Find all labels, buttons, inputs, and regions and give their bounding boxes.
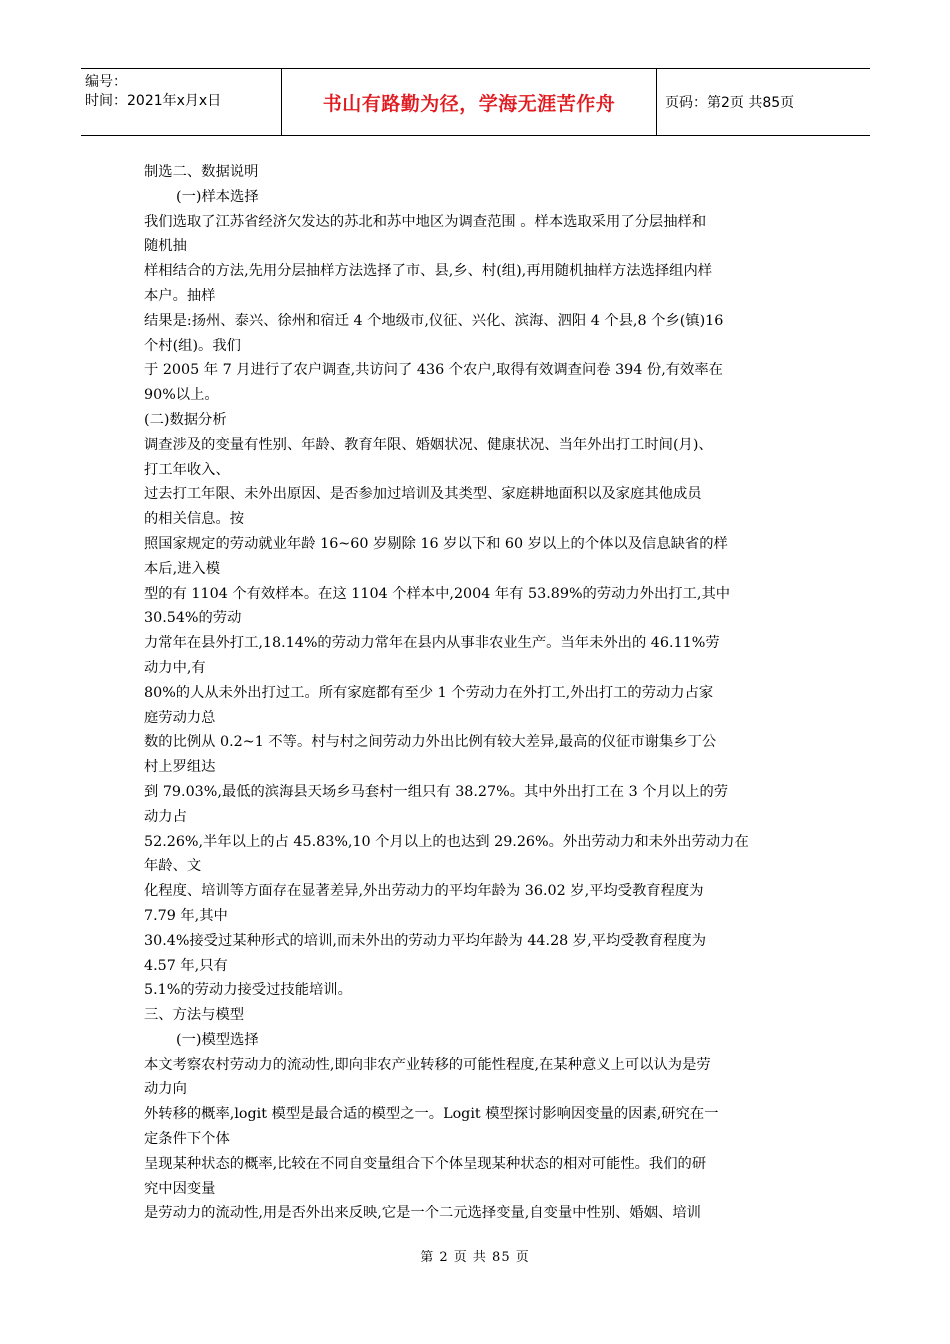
text-line: 庭劳动力总 [144,709,216,726]
text-line: 我们选取了江苏省经济欠发达的苏北和苏中地区为调查范围 。样本选取采用了分层抽样和 [144,213,707,230]
text-line: 结果是:扬州、泰兴、徐州和宿迁 4 个地级市,仪征、兴化、滨海、泗阳 4 个县,8 个乡(镇)16 [144,312,724,329]
page-header [81,68,870,136]
subsection-heading: (一)模型选择 [176,1031,259,1048]
text-line: 过去打工年限、未外出原因、是否参加过培训及其类型、家庭耕地面积以及家庭其他成员 [144,486,702,503]
text-line: 外转移的概率,logit 模型是最合适的模型之一。Logit 模型探讨影响因变量的因素,研究在一 [144,1106,719,1123]
text-line: 个村(组)。我们 [144,337,241,354]
header-meta [81,69,281,135]
text-line: 样相结合的方法,先用分层抽样方法选择了市、县,乡、村(组),再用随机抽样方法选择组内样 [144,263,713,280]
text-line: 是劳动力的流动性,用是否外出来反映,它是一个二元选择变量,自变量中性别、婚姻、培训 [144,1205,701,1222]
text-line: 随机抽 [144,238,187,255]
text-line: 80%的人从未外出打过工。所有家庭都有至少 1 个劳动力在外打工,外出打工的劳动力占家 [144,684,714,701]
text-line: 本后,进入模 [144,560,221,577]
text-line: 化程度、培训等方面存在显著差异,外出劳动力的平均年龄为 36.02 岁,平均受教育程度为 [144,883,704,900]
text-line: 本文考察农村劳动力的流动性,即向非农产业转移的可能性程度,在某种意义上可以认为是劳 [144,1056,711,1073]
text-line: 型的有 1104 个有效样本。在这 1104 个样本中,2004 年有 53.89%的劳动力外出打工,其中 [144,585,731,602]
text-line: 7.79 年,其中 [144,907,228,924]
header-motto: 书山有路勤为径，学海无涯苦作舟 [281,69,657,135]
text-line: 照国家规定的劳动就业年龄 16~60 岁剔除 16 岁以下和 60 岁以上的个体以及信息缺省的样 [144,535,728,552]
text-line: 定条件下个体 [144,1131,230,1148]
text-line: 打工年收入、 [144,461,230,478]
text-line: 调查涉及的变量有性别、年龄、教育年限、婚姻状况、健康状况、当年外出打工时间(月)、 [144,436,713,453]
text-line: 90%以上。 [144,387,219,404]
header-number: 编号： [85,74,127,90]
text-line: 30.54%的劳动 [144,610,242,627]
text-line: 4.57 年,只有 [144,957,228,974]
text-line: 5.1%的劳动力接受过技能培训。 [144,982,352,999]
text-line: 数的比例从 0.2~1 不等。村与村之间劳动力外出比例有较大差异,最高的仪征市谢集乡丁公 [144,734,717,751]
text-line: 52.26%,半年以上的占 45.83%,10 个月以上的也达到 29.26%。外出劳动力和未外出劳动力在 [144,833,749,850]
text-line: 于 2005 年 7 月进行了农户调查,共访问了 436 个农户,取得有效调查问卷 394 份,有效率在 [144,362,723,379]
subsection-heading: (二)数据分析 [144,411,227,428]
text-line: 动力中,有 [144,659,206,676]
text-line: 动力向 [144,1081,187,1098]
text-line: 村上罗组达 [144,759,216,776]
text-line: 30.4%接受过某种形式的培训,而未外出的劳动力平均年龄为 44.28 岁,平均受教育程度为 [144,932,707,949]
header-page-number: 页码：第2页 共85页 [665,95,795,111]
text-line: 到 79.03%,最低的滨海县天场乡马套村一组只有 38.27%。其中外出打工在 3 个月以上的劳 [144,783,729,800]
section-heading: 三、方法与模型 [144,1007,245,1024]
text-line: 年龄、文 [144,858,202,875]
text-line: 力常年在县外打工,18.14%的劳动力常年在县内从事非农业生产。当年未外出的 46.11%劳 [144,635,720,652]
text-line: 呈现某种状态的概率,比较在不同自变量组合下个体呈现某种状态的相对可能性。我们的研 [144,1155,707,1172]
page-footer: 第 2 页 共 85 页 [420,1250,530,1265]
header-date: 时间：2021年x月x日 [85,93,222,109]
section-heading: 制选二、数据说明 [144,164,259,180]
text-line: 动力占 [144,808,187,825]
document-body [144,160,824,1226]
text-line: 的相关信息。按 [144,511,245,528]
text-line: 究中因变量 [144,1180,216,1197]
subsection-heading: (一)样本选择 [176,188,259,205]
text-line: 本户。抽样 [144,287,216,304]
